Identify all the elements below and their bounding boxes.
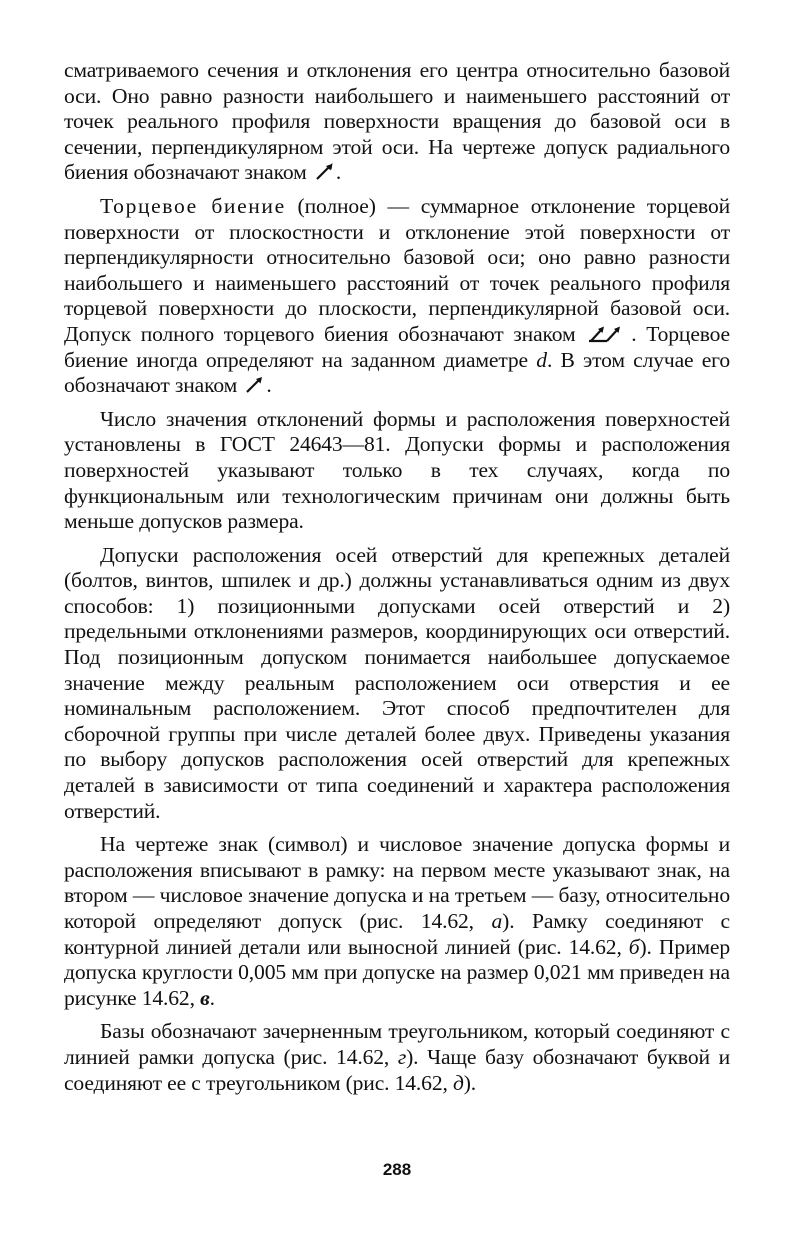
figure-ref-a: а xyxy=(491,909,503,933)
figure-ref-g: г xyxy=(397,1044,407,1069)
paragraph-datums xyxy=(64,1019,730,1096)
paragraph-text: ). Рамку соединяют с контурной линией детали или выносной линией (рис. 14.62, xyxy=(64,909,730,959)
total-runout-icon xyxy=(587,325,629,343)
figure-ref-v: в xyxy=(200,985,210,1010)
paragraph-end: ). xyxy=(463,1070,477,1095)
paragraph-text: ). Пример допуска круглости 0,005 мм при допуске на размер 0,021 мм приведен на рисунке 14.62, xyxy=(64,934,730,1010)
paragraph-text: Базы обозначают зачерненным треугольником, который соединяют с линией рамки допуска (рис. 14.62, xyxy=(64,1019,730,1069)
paragraph-text: . Торцевое биение иногда определяют на заданном диаметре xyxy=(64,321,730,372)
paragraph-text: ). Чаще базу обозначают буквой и соединяют ее с треугольником (рис. 14.62, xyxy=(64,1044,730,1095)
paragraph-radial-runout xyxy=(64,58,730,186)
term-axial-runout: Торцевое биение xyxy=(100,193,286,218)
paragraph-text: сматриваемого сечения и отклонения его центра относительно базовой оси. Оно равно разности наибольшего и наименьшего расстояний от точек реального профиля поверхности вращения до базовой оси в сечении, перпендикулярном этой оси. На чертеже допуск радиального биения обозначают знаком xyxy=(64,58,730,185)
paragraph-text: Число значения отклонений формы и расположения поверхностей установлены в ГОСТ 24643—81. Допуски формы и расположения поверхностей указывают только в тех случаях, когда по функциональным или технологическим причинам они должны быть меньше допусков размера. xyxy=(64,406,730,534)
paragraph-axial-runout xyxy=(64,194,730,399)
paragraph-end: . xyxy=(266,373,272,398)
figure-ref-d: д xyxy=(452,1070,464,1095)
figure-ref-b: б xyxy=(628,934,640,959)
paragraph-hole-positions xyxy=(64,543,730,825)
radial-runout-icon xyxy=(314,163,334,181)
paragraph-end: . xyxy=(335,160,342,185)
paragraph-text: . В этом случае его обозначают знаком xyxy=(64,347,730,398)
paragraph-end: . xyxy=(209,985,215,1010)
paragraph-tolerance-frame xyxy=(64,832,730,1011)
runout-icon xyxy=(244,376,264,394)
paragraph-text: Допуски расположения осей отверстий для крепежных деталей (болтов, винтов, шпилек и др.) должны устанавливаться одним из двух способов: 1) позиционными допусками осей отверстий и 2) предельными отклонениями размеров, координирующих оси отверстий. Под позиционным допуском понимается наибольшее допускаемое значение между реальным расположением оси отверстия и ее номинальным расположением. Этот способ предпочтителен для сборочной группы при числе деталей более двух. Приведены указания по выбору допусков расположения осей отверстий для крепежных деталей в зависимости от типа соединений и характера расположения отверстий. xyxy=(64,542,730,823)
paragraph-standards xyxy=(64,407,730,535)
page-number: 288 xyxy=(382,1160,412,1179)
page-body xyxy=(64,58,730,1104)
variable-d: d xyxy=(536,347,547,372)
paragraph-text: На чертеже знак (символ) и числовое значение допуска формы и расположения вписывают в рамку: на первом месте указывают знак, на втором — числовое значение допуска и на третьем — базу, относительно которой определяют допуск (рис. 14.62, xyxy=(64,832,730,933)
paragraph-text: (полное) — суммарное отклонение торцевой поверхности от плоскостности и отклонение этой поверхности от перпендикулярности относительно базовой оси; оно равно разности наибольшего и наименьшего расстояний от точек реального профиля торцевой поверхности до плоскости, перпендикулярной базовой оси. Допуск полного торцевого биения обозначают знаком xyxy=(64,193,730,346)
